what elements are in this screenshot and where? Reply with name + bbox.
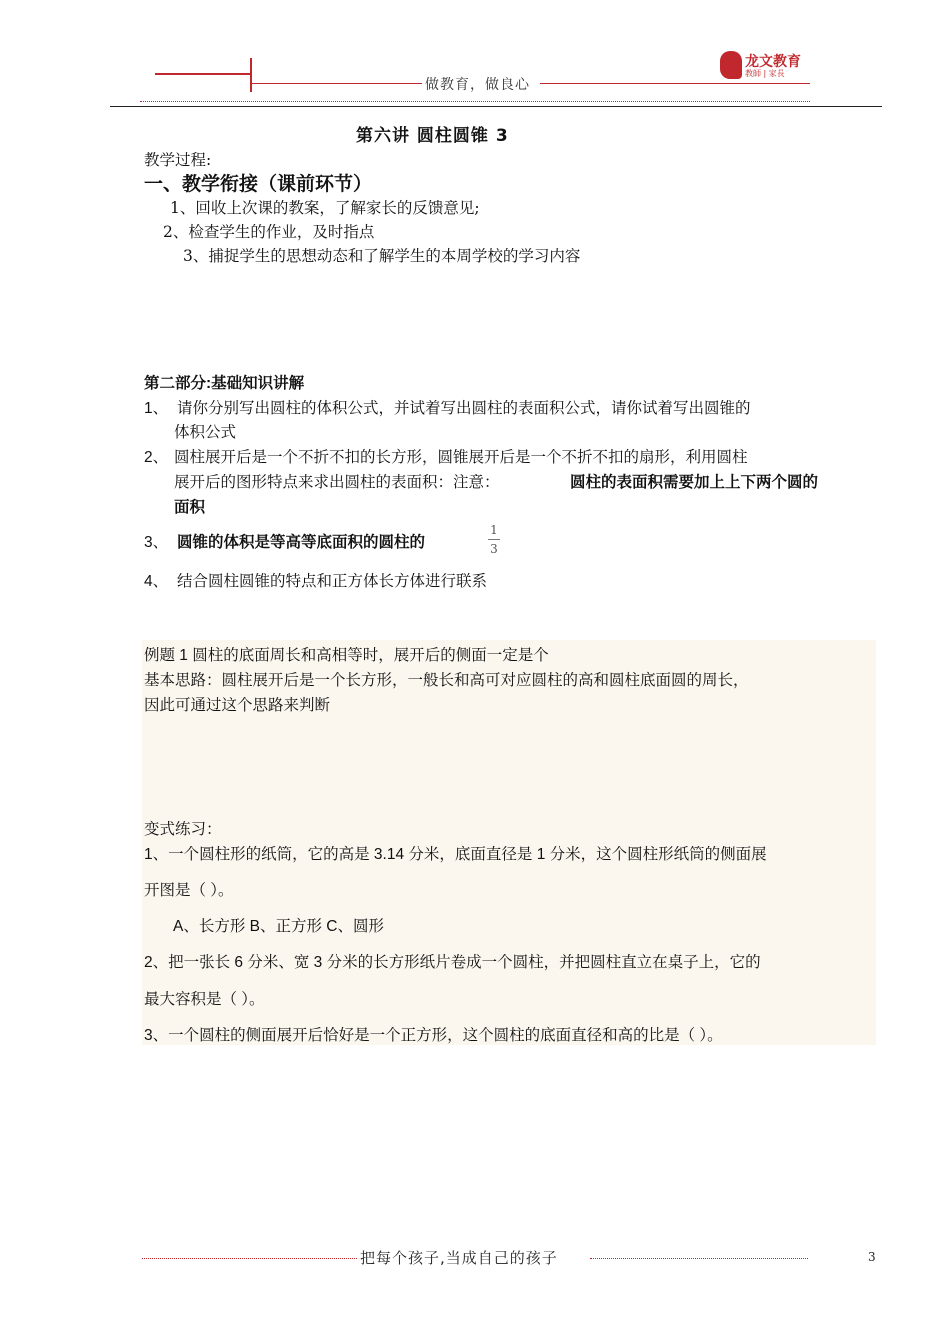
section2-item-1-line1: 请你分别写出圆柱的体积公式，并试着写出圆柱的表面积公式，请你试着写出圆锥的 [177,400,751,417]
section2-item-3-line1: 圆锥的体积是等高等底面积的圆柱的 [177,534,426,551]
practice-q1-options: A、长方形 B、正方形 C、圆形 [173,918,384,935]
section2-item-2-line3: 面积 [174,499,206,516]
footer-dotted-line-right [590,1258,808,1259]
practice-label: 变式练习： [144,821,222,838]
example-line-2: 基本思路：圆柱展开后是一个长方形，一般长和高可对应圆柱的高和圆柱底面圆的周长， [144,672,749,689]
header-dotted-line [140,101,810,102]
process-label: 教学过程: [144,151,212,169]
practice-q3-line1: 3、一个圆柱的侧面展开后恰好是一个正方形，这个圆柱的底面直径和高的比是（ ）。 [144,1027,723,1044]
section1-item-2: 2、检查学生的作业，及时指点 [163,223,375,241]
header-vertical-bar [250,58,252,92]
header-thin-line-right [540,83,810,84]
section2-item-4-num: 4、 [144,573,169,590]
section1-item-1: 1、回收上次课的教案，了解家长的反馈意见; [170,199,480,217]
practice-q1-line1: 1、一个圆柱形的纸筒，它的高是 3.14 分米，底面直径是 1 分米，这个圆柱形纸筒的侧面展 [144,846,767,863]
footer-dotted-line-left [142,1258,357,1259]
page-title: 第六讲 圆柱圆锥 3 [356,126,509,146]
logo-subtext: 教師 | 家長 [745,69,785,78]
logo-text: 龙文教育 [745,54,801,70]
page-number: 3 [868,1250,876,1264]
header-red-line [155,73,250,75]
header-rule [110,106,882,107]
fraction-denominator: 3 [490,542,498,556]
section1-item-3: 3、捕捉学生的思想动态和了解学生的本周学校的学习内容 [183,247,581,265]
section2-item-4-line1: 结合圆柱圆锥的特点和正方体长方体进行联系 [177,573,488,590]
section2-item-1-line2: 体积公式 [174,424,237,441]
section2-item-2-line2a: 展开后的图形特点来求出圆柱的表面积：注意： [174,474,500,491]
fraction-one-third [488,522,500,557]
brand-logo [720,51,812,79]
section2-item-3-num: 3、 [144,534,169,551]
practice-q1-line2: 开图是（ ）。 [144,882,234,899]
section2-item-2-num: 2、 [144,449,169,466]
section2-item-2-line1: 圆柱展开后是一个不折不扣的长方形，圆锥展开后是一个不折不扣的扇形，利用圆柱 [174,449,748,466]
header-thin-line-left [252,83,422,84]
practice-q2-line1: 2、把一张长 6 分米、宽 3 分米的长方形纸片卷成一个圆柱，并把圆柱直立在桌子上，它的 [144,954,761,971]
fraction-numerator: 1 [490,523,498,537]
footer-motto: 把每个孩子,当成自己的孩子 [360,1249,558,1267]
section2-item-2-line2b: 圆柱的表面积需要加上上下两个圆的 [570,474,819,491]
section2-heading: 第二部分:基础知识讲解 [144,375,305,392]
example-line-1: 例题 1 圆柱的底面周长和高相等时，展开后的侧面一定是个 [144,647,549,664]
practice-q2-line2: 最大容积是（ ）。 [144,991,265,1008]
logo-mark-icon [720,51,742,79]
section2-item-1-num: 1、 [144,400,169,417]
example-line-3: 因此可通过这个思路来判断 [144,697,331,714]
fraction-bar [488,539,500,540]
section1-heading: 一、教学衔接（课前环节） [144,173,373,195]
header-slogan: 做教育，做良心 [425,77,530,93]
